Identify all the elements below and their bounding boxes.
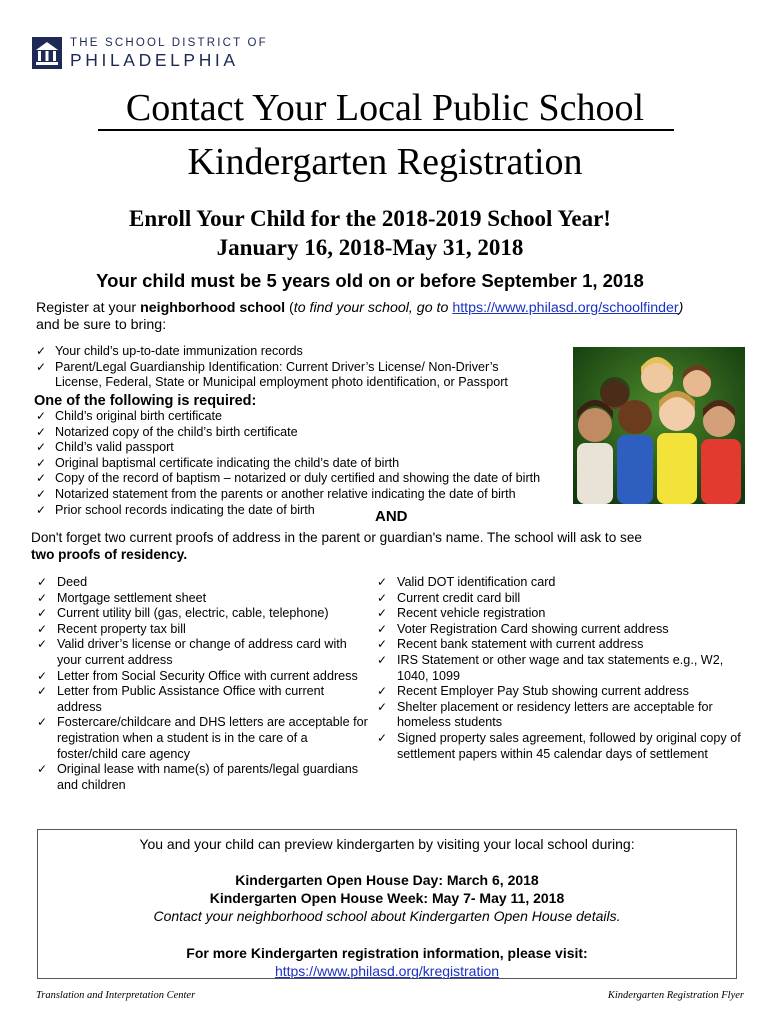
list-item: ✓ Mortgage settlement sheet <box>37 590 207 605</box>
open-house-day: Kindergarten Open House Day: March 6, 2018 <box>235 872 539 888</box>
list-item: ✓ Current utility bill (gas, electric, cable, telephone) <box>37 606 329 621</box>
contact-school-text: Contact your neighborhood school about Kindergarten Open House details. <box>153 908 621 924</box>
checkmark-icon: ✓ <box>377 684 388 699</box>
register-italic: to find your school, go to <box>293 300 453 316</box>
checkmark-icon: ✓ <box>36 409 47 423</box>
checkmark-icon: ✓ <box>37 637 48 652</box>
checkmark-icon: ✓ <box>377 606 388 621</box>
list-item: ✓ Prior school records indicating the date of birth <box>36 502 315 517</box>
checkmark-icon: ✓ <box>377 699 388 714</box>
page-title: Contact Your Local Public School <box>125 87 645 129</box>
list-item: ✓ Voter Registration Card showing current address <box>377 621 669 636</box>
checkmark-icon: ✓ <box>36 486 47 501</box>
checkmark-icon: ✓ <box>37 590 48 605</box>
children-photo <box>573 347 745 504</box>
list-item: ✓ Recent bank statement with current address <box>377 637 644 652</box>
checkmark-icon: ✓ <box>36 344 47 358</box>
title-underline <box>98 129 674 131</box>
list-item: ✓ Your child’s up-to-date immunization records <box>36 344 303 358</box>
list-item: ✓ Recent vehicle registration <box>377 606 546 621</box>
list-item: ✓ Original lease with name(s) of parents/legal guardians and children <box>37 762 359 792</box>
proof-of-address-text <box>31 529 751 563</box>
logo-line-2: PHILADELPHIA <box>70 50 239 70</box>
checkmark-icon: ✓ <box>36 359 47 374</box>
register-line-2: and be sure to bring: <box>36 317 167 333</box>
checkmark-icon: ✓ <box>36 424 47 439</box>
list-item: ✓ Notarized copy of the child’s birth certificate <box>36 424 298 439</box>
residency-list-right <box>373 575 753 762</box>
list-item: ✓ IRS Statement or other wage and tax statements e.g., W2, 1040, 1099 <box>377 652 724 683</box>
proof-text: Don't forget two current proofs of address in the parent or guardian's name. The school will ask to see <box>31 530 642 545</box>
checkmark-icon: ✓ <box>377 637 388 652</box>
residency-list-left <box>33 575 368 793</box>
checkmark-icon: ✓ <box>37 621 48 636</box>
page-subtitle: Kindergarten Registration <box>187 141 583 183</box>
checkmark-icon: ✓ <box>377 590 388 605</box>
list-item: ✓ Current credit card bill <box>377 590 521 605</box>
more-info-text: For more Kindergarten registration information, please visit: <box>186 945 588 961</box>
list-item: ✓ Notarized statement from the parents or another relative indicating the date of birth <box>36 486 516 501</box>
register-paren-open: ( <box>285 300 294 316</box>
children-illustration <box>573 347 745 504</box>
list-item: ✓ Parent/Legal Guardianship Identification: Current Driver’s License/ Non-Driver’s <box>36 359 499 374</box>
bring-list <box>36 344 508 391</box>
register-prefix: Register at your <box>36 300 141 316</box>
footer-right: Kindergarten Registration Flyer <box>607 990 744 1001</box>
checkmark-icon: ✓ <box>37 684 48 699</box>
list-item-continuation: License, Federal, State or Municipal employment photo identification, or Passport <box>55 375 508 390</box>
register-instructions <box>36 300 736 334</box>
checkmark-icon: ✓ <box>36 455 47 470</box>
list-item: ✓ Deed <box>37 575 88 589</box>
checkmark-icon: ✓ <box>36 440 47 455</box>
logo-line-1: THE SCHOOL DISTRICT OF <box>70 37 268 49</box>
list-item: ✓ Valid driver’s license or change of address card with your current address <box>37 637 347 667</box>
list-item: ✓ Recent property tax bill <box>37 621 186 636</box>
school-building-icon <box>32 37 62 69</box>
list-item: ✓ Signed property sales agreement, followed by original copy of settlement papers within 45 calendar days of settlement <box>377 730 741 761</box>
open-house-box <box>37 829 737 979</box>
checkmark-icon: ✓ <box>37 715 48 730</box>
register-bold: neighborhood school <box>140 300 286 316</box>
footer-left: Translation and Interpretation Center <box>36 990 196 1001</box>
list-item: ✓ Child’s valid passport <box>36 440 174 455</box>
open-house-week: Kindergarten Open House Week: May 7- May 11, 2018 <box>209 890 565 906</box>
age-requirement: Your child must be 5 years old on or before September 1, 2018 <box>96 270 644 291</box>
list-item: ✓ Letter from Social Security Office with current address <box>37 668 358 683</box>
enroll-heading: Enroll Your Child for the 2018-2019 School Year! <box>129 206 611 231</box>
district-logo <box>32 37 272 71</box>
checkmark-icon: ✓ <box>36 502 47 517</box>
checkmark-icon: ✓ <box>37 668 48 683</box>
checkmark-icon: ✓ <box>37 575 48 589</box>
school-finder-link[interactable]: https://www.philasd.org/schoolfinder <box>452 300 679 316</box>
checkmark-icon: ✓ <box>377 621 388 636</box>
checkmark-icon: ✓ <box>377 575 388 589</box>
register-paren-close: ) <box>678 300 684 316</box>
registration-link[interactable]: https://www.philasd.org/kregistration <box>274 963 500 979</box>
required-heading: One of the following is required: <box>34 393 257 409</box>
proof-bold: two proofs of residency. <box>31 547 188 562</box>
list-item: ✓ Copy of the record of baptism – notarized or duly certified and showing the date of birth <box>36 471 541 486</box>
list-item: ✓ Recent Employer Pay Stub showing current address <box>377 684 689 699</box>
checkmark-icon: ✓ <box>36 471 47 486</box>
list-item: ✓ Child’s original birth certificate <box>36 409 223 423</box>
list-item: ✓ Valid DOT identification card <box>377 575 556 589</box>
checkmark-icon: ✓ <box>377 730 388 745</box>
checkmark-icon: ✓ <box>377 652 388 667</box>
required-documents-list <box>36 409 540 518</box>
checkmark-icon: ✓ <box>37 606 48 621</box>
checkmark-icon: ✓ <box>37 762 48 777</box>
and-label: AND <box>375 508 408 525</box>
registration-dates: January 16, 2018-May 31, 2018 <box>216 235 524 260</box>
list-item: ✓ Letter from Public Assistance Office with current address <box>37 684 325 714</box>
list-item: ✓ Original baptismal certificate indicating the child’s date of birth <box>36 455 400 470</box>
preview-text: You and your child can preview kindergarten by visiting your local school during: <box>139 836 635 852</box>
list-item: ✓ Shelter placement or residency letters are acceptable for homeless students <box>377 699 713 730</box>
list-item: ✓ Fostercare/childcare and DHS letters are acceptable for registration when a student is in the care of a foster/child care agency <box>37 715 368 761</box>
